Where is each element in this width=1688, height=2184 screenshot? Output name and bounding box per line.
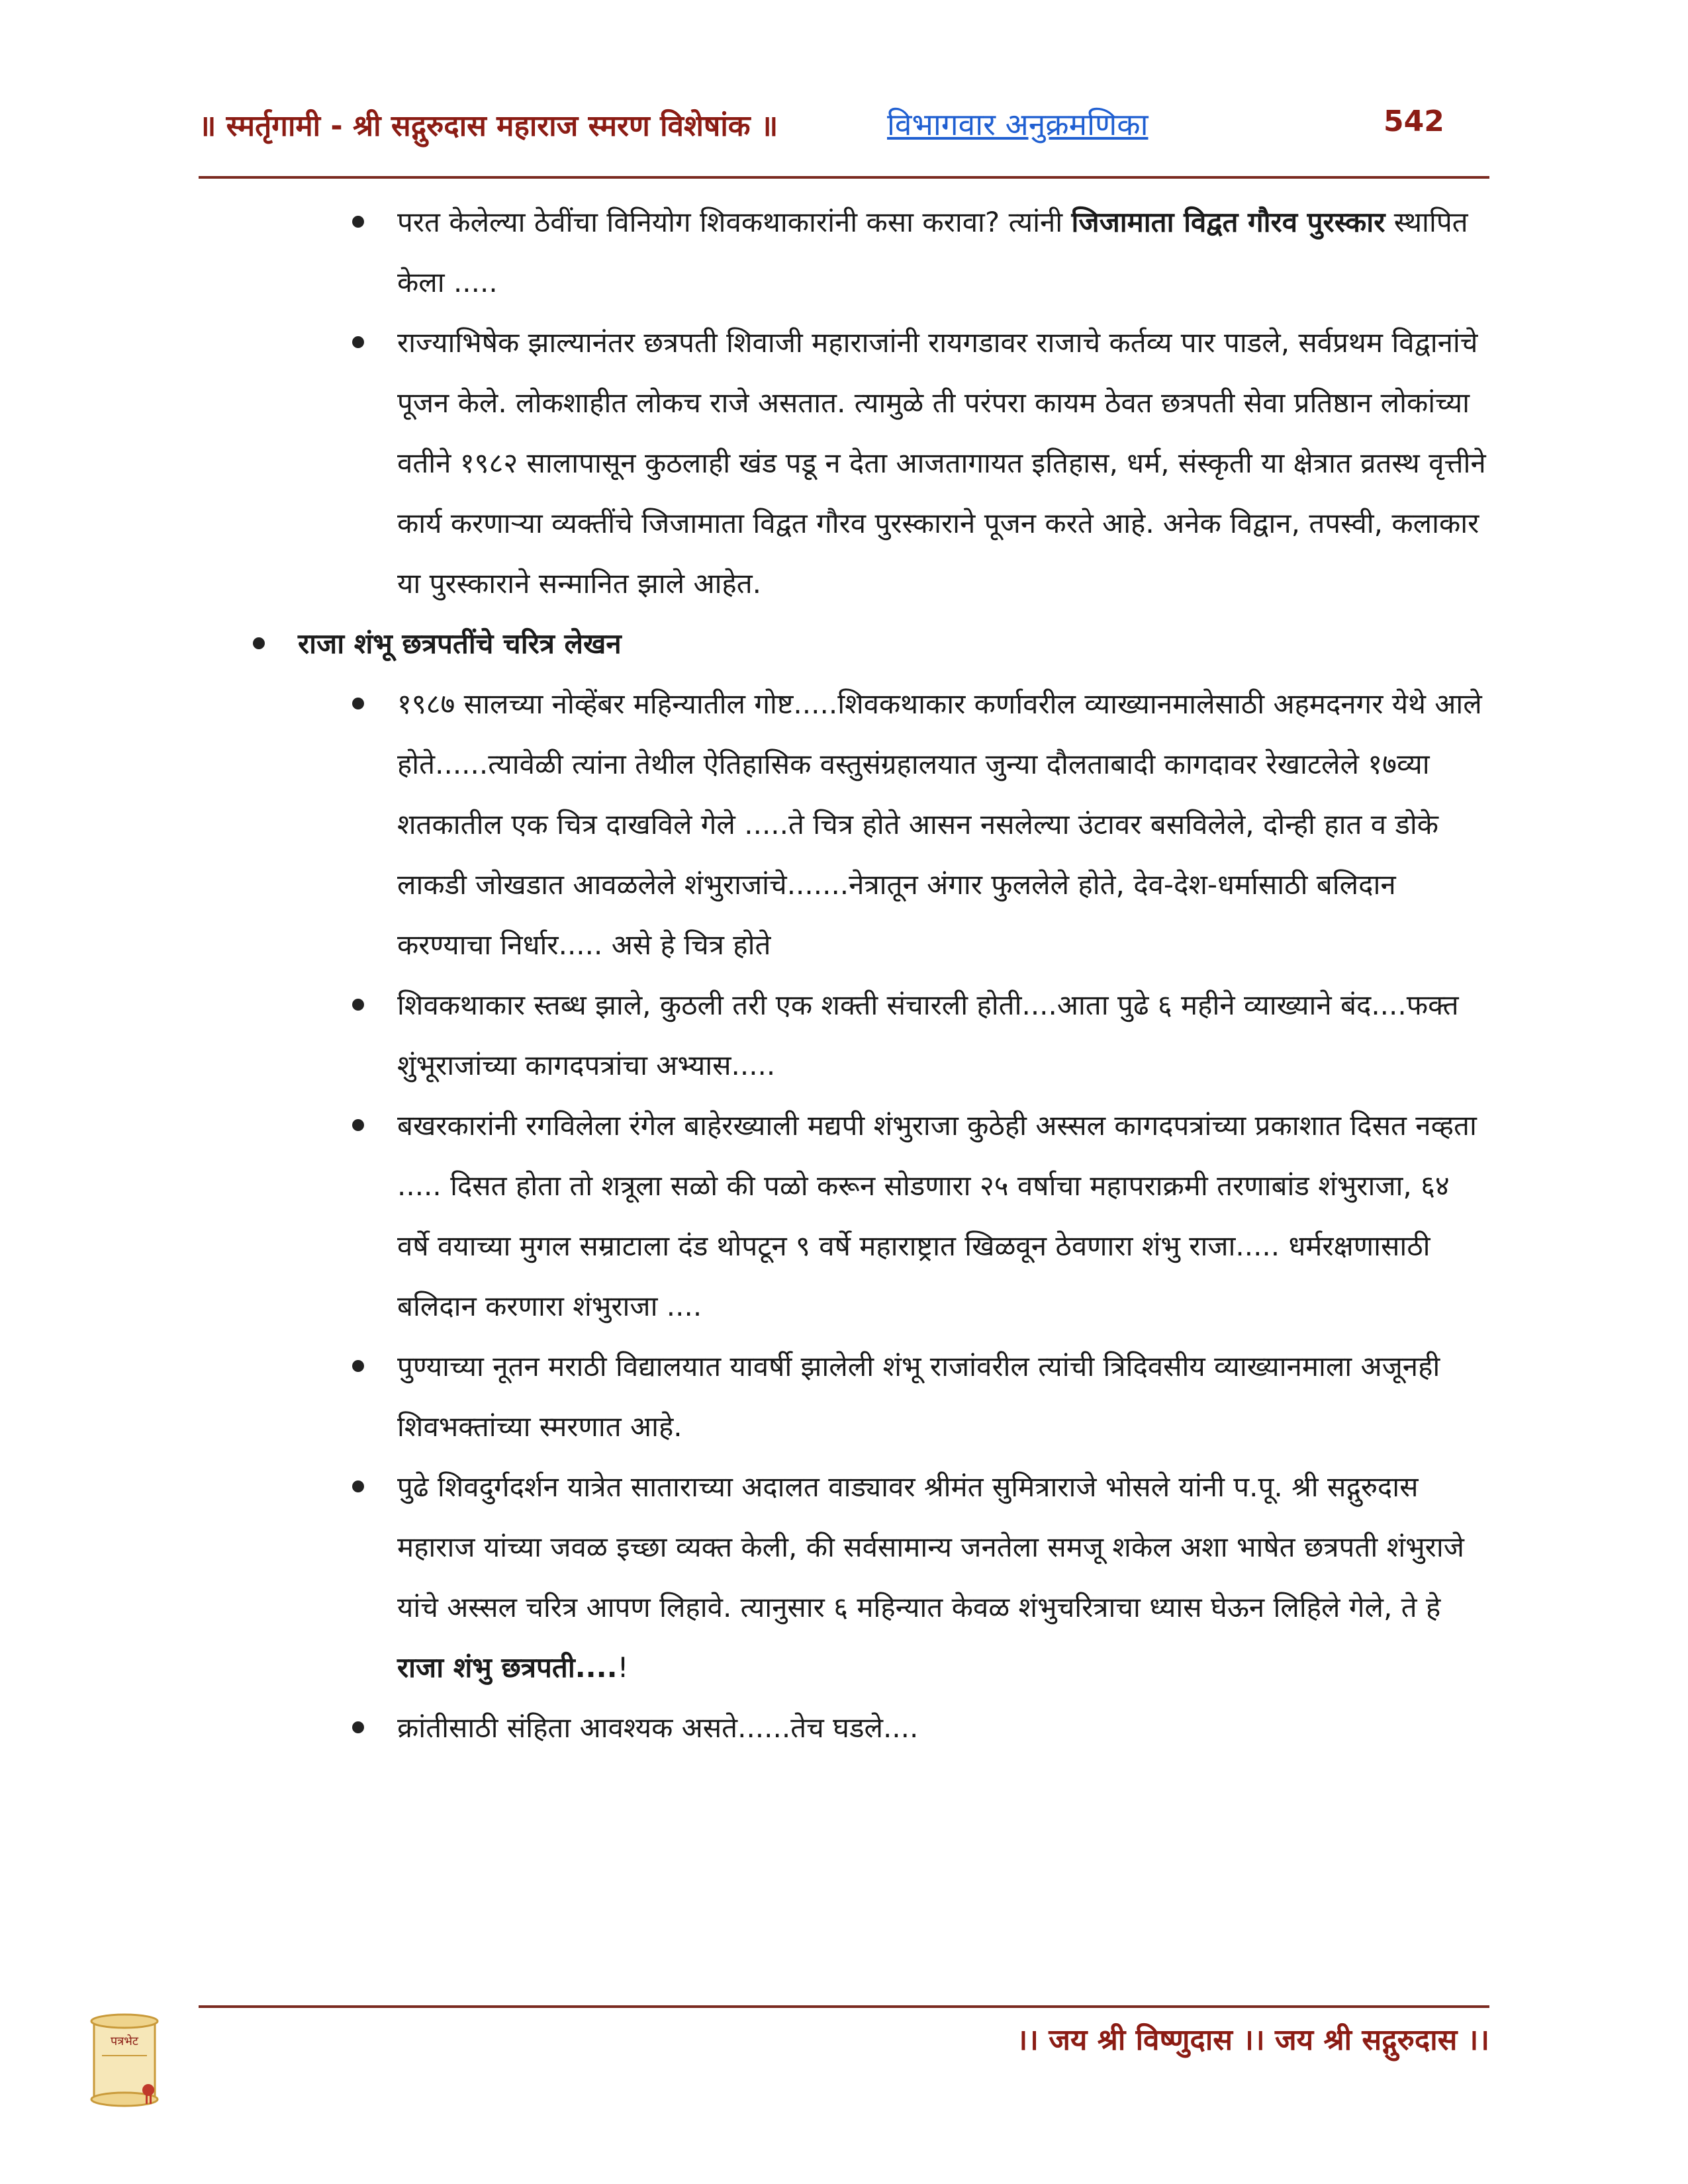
footer-divider (199, 2005, 1489, 2008)
header-title: ॥ स्मर्तृगामी - श्री सद्गुरुदास महाराज स्मरण विशेषांक ॥ (199, 109, 778, 143)
list-item: क्रांतीसाठी संहिता आवश्यक असते......तेच घडले.... (199, 1698, 1489, 1758)
section-sublist (199, 674, 1489, 1758)
page-number: 542 (1383, 105, 1444, 138)
list-item: १९८७ सालच्या नोव्हेंबर महिन्यातील गोष्ट.....शिवकथाकार कर्णावरील व्याख्यानमालेसाठी अहमदनगर येथे आले होते......त्यावेळी त्यांना तेथील ऐतिहासिक वस्तुसंग्रहालयात जुन्या दौलताबादी कागदावर रेखाटलेले १७व्या शतकातील एक चित्र दाखविले गेले .....ते चित्र होते आसन नसलेल्या उंटावर बसविलेले, दोन्ही हात व डोके लाकडी जोखडात आवळलेले शंभुराजांचे.......नेत्रातून अंगार फुललेले होते, देव-देश-धर्मासाठी बलिदान करण्याचा निर्धार..... असे हे चित्र होते (199, 674, 1489, 975)
page-header (199, 99, 1489, 152)
list-item: शिवकथाकार स्तब्ध झाले, कुठली तरी एक शक्ती संचारली होती....आता पुढे ६ महीने व्याख्याने बंद....फक्त शुंभूराजांच्या कागदपत्रांचा अभ्यास..... (199, 975, 1489, 1095)
scroll-logo-icon (86, 2012, 165, 2111)
list-item: पुण्याच्या नूतन मराठी विद्यालयात यावर्षी झालेली शंभू राजांवरील त्यांची त्रिदिवसीय व्याख्यानमाला अजूनही शिवभक्तांच्या स्मरणात आहे. (199, 1336, 1489, 1457)
list-item: बखरकारांनी रगविलेला रंगेल बाहेरख्याली मद्यपी शंभुराजा कुठेही अस्सल कागदपत्रांच्या प्रकाशात दिसत नव्हता ..... दिसत होता तो शत्रूला सळो की पळो करून सोडणारा २५ वर्षाचा महापराक्रमी तरणाबांड शंभुराजा, ६४ वर्षे वयाच्या मुगल सम्राटाला दंड थोपटून ९ वर्षे महाराष्ट्रात खिळवून ठेवणारा शंभु राजा..... धर्मरक्षणासाठी बलिदान करणारा शंभुराजा .... (199, 1095, 1489, 1336)
footer-text: ।। जय श्री विष्णुदास ।। जय श्री सद्गुरुदास ।। (1016, 2023, 1489, 2057)
section-list (199, 614, 1489, 1758)
page-content (199, 192, 1489, 1758)
logo-text: पत्रभेट (111, 2034, 138, 2048)
list-item: परत केलेल्या ठेवींचा विनियोग शिवकथाकारांनी कसा करावा? त्यांनी जिजामाता विद्वत गौरव पुरस्कार स्थापित केला ..... (199, 192, 1489, 312)
list-item: पुढे शिवदुर्गदर्शन यात्रेत साताराच्या अदालत वाड्यावर श्रीमंत सुमित्राराजे भोसले यांनी प.पू. श्री सद्गुरुदास महाराज यांच्या जवळ इच्छा व्यक्त केली, की सर्वसामान्य जनतेला समजू शकेल अशा भाषेत छत्रपती शंभुराजे यांचे अस्सल चरित्र आपण लिहावे. त्यानुसार ६ महिन्यात केवळ शंभुचरित्राचा ध्यास घेऊन लिहिले गेले, ते हे राजा शंभु छत्रपती....! (199, 1457, 1489, 1698)
list-item: राज्याभिषेक झाल्यानंतर छत्रपती शिवाजी महाराजांनी रायगडावर राजाचे कर्तव्य पार पाडले, सर्वप्रथम विद्वानांचे पूजन केले. लोकशाहीत लोकच राजे असतात. त्यामुळे ती परंपरा कायम ठेवत छत्रपती सेवा प्रतिष्ठान लोकांच्या वतीने १९८२ सालापासून कुठलाही खंड पडू न देता आजतागायत इतिहास, धर्म, संस्कृती या क्षेत्रात व्रतस्थ वृत्तीने कार्य करणाऱ्या व्यक्तींचे जिजामाता विद्वत गौरव पुरस्काराने पूजन करते आहे. अनेक विद्वान, तपस्वी, कलाकार या पुरस्काराने सन्मानित झाले आहेत. (199, 312, 1489, 614)
index-link[interactable]: विभागवार अनुक्रमणिका (887, 107, 1149, 142)
section-item (199, 614, 1489, 1758)
header-divider (199, 176, 1489, 179)
section-heading: राजा शंभू छत्रपतींचे चरित्र लेखन (298, 627, 622, 660)
intro-list (199, 192, 1489, 614)
